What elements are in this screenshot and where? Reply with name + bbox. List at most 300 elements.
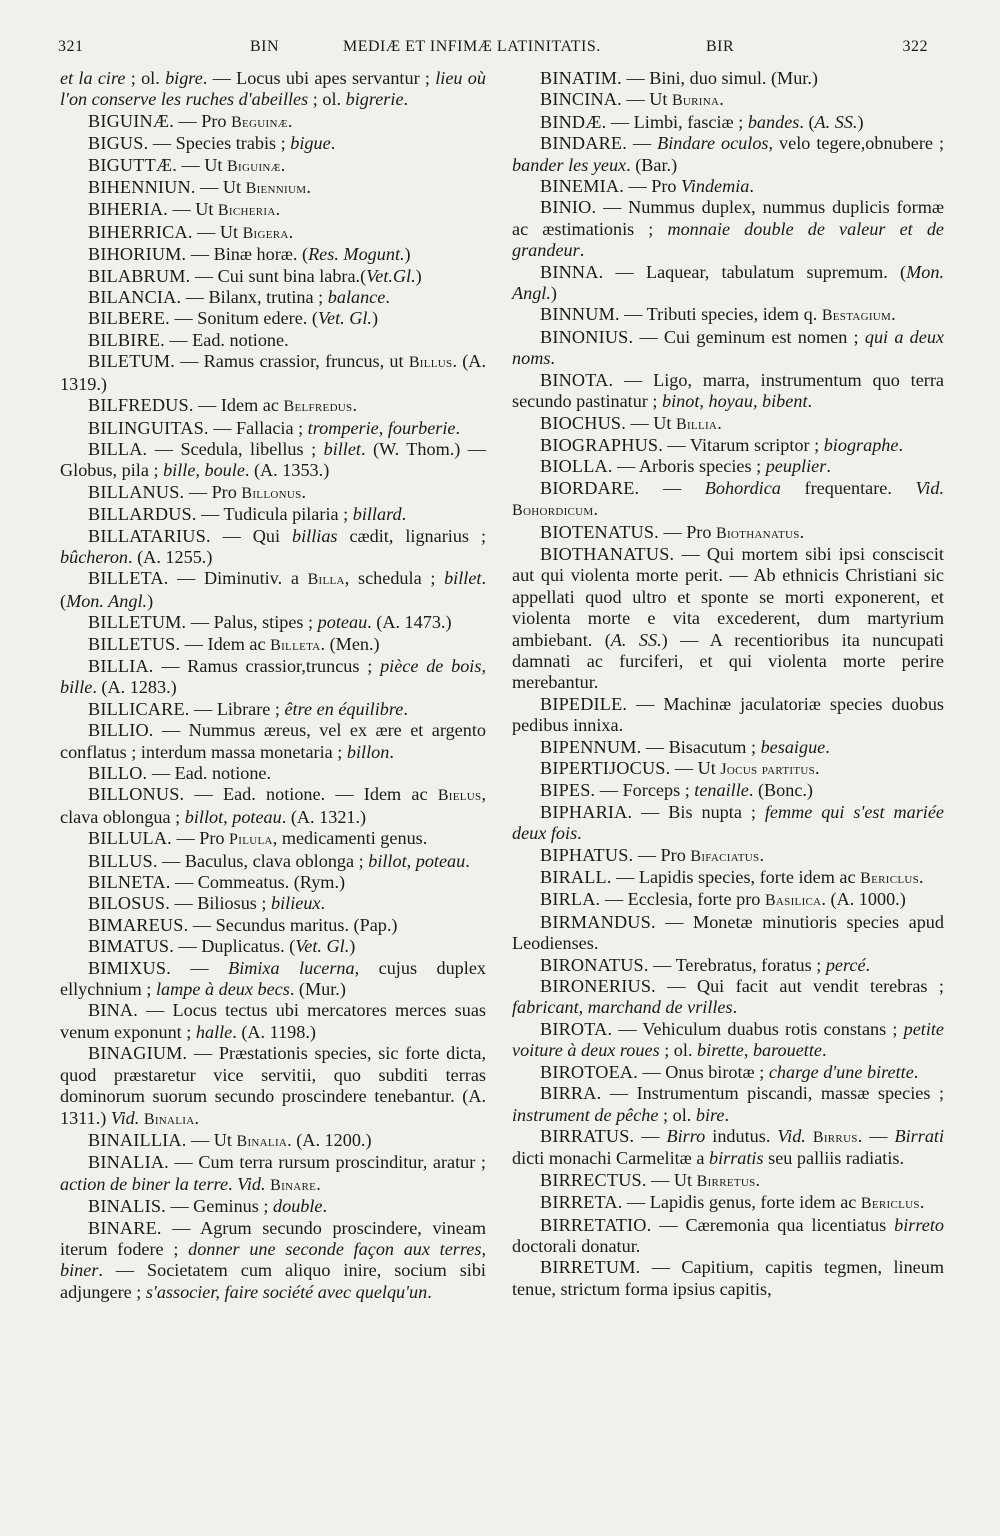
- dictionary-entry: [60, 1130, 486, 1152]
- entry-text: — Ligo, marra, instrumentum quo terra secundo pastinatur ;: [512, 369, 944, 412]
- entry-text: — Ead. notione.: [164, 329, 289, 350]
- french-gloss: Vindemia: [681, 176, 750, 197]
- entry-text: — Pro: [171, 828, 230, 849]
- dictionary-entry: [512, 176, 944, 197]
- entry-text: — Laquear, tabulatum supremum. (: [603, 261, 907, 282]
- french-gloss: bille, boule: [163, 460, 245, 481]
- entry-headword: BIOCHUS.: [540, 412, 626, 433]
- entry-text: .: [322, 1196, 328, 1217]
- entry-headword: BINOTA.: [540, 369, 614, 390]
- entry-text: — Bis nupta ;: [632, 801, 765, 822]
- entry-text: . — Locus ubi apes servantur ;: [202, 68, 436, 88]
- cross-reference: Biothanatus: [716, 524, 800, 542]
- entry-text: indutus.: [705, 1125, 778, 1146]
- dictionary-entry: [60, 504, 486, 525]
- entry-text: — Ut: [625, 412, 676, 433]
- entry-headword: BIPHARIA.: [540, 801, 633, 822]
- entry-text: —: [639, 477, 705, 498]
- dictionary-entry: [60, 1218, 486, 1304]
- dictionary-entry: [512, 1192, 944, 1214]
- french-gloss: A. SS.: [814, 111, 858, 132]
- french-gloss: qui a deux noms: [512, 326, 944, 369]
- entry-headword: BIOTHANATUS.: [540, 543, 675, 564]
- french-gloss: Bimixa lucerna: [228, 957, 355, 978]
- dictionary-entry: [60, 936, 486, 957]
- entry-text: — Diminutiv. a: [168, 568, 308, 589]
- entry-text: .: [891, 304, 896, 325]
- cross-reference: Birretus: [696, 1172, 756, 1190]
- dictionary-entry: [512, 304, 944, 326]
- cross-reference: Burina: [671, 92, 720, 110]
- entry-headword: BILABRUM.: [88, 265, 191, 286]
- dictionary-entry: [60, 351, 486, 395]
- page-title: MEDIÆ ET INFIMÆ LATINITATIS.: [343, 38, 601, 55]
- cross-reference: Jocus partitus: [720, 761, 816, 778]
- entry-text: .: [913, 1061, 919, 1082]
- cross-reference: Bohordicum: [512, 502, 594, 520]
- entry-text: .: [330, 133, 336, 154]
- cross-reference: Billia: [676, 415, 718, 433]
- cross-reference: Billus: [408, 354, 453, 372]
- entry-headword: BIMATUS.: [88, 936, 174, 957]
- entry-headword: BILLO.: [88, 763, 148, 783]
- french-gloss: double: [273, 1196, 323, 1217]
- entry-headword: BILBERE.: [88, 308, 170, 329]
- dictionary-entry: [512, 413, 944, 435]
- entry-text: — Palus, stipes ;: [186, 612, 318, 633]
- entry-headword: BIRONATUS.: [540, 954, 649, 975]
- entry-text: — Ecclesia, forte pro: [600, 889, 765, 910]
- cross-reference: Bifaciatus: [690, 847, 760, 865]
- entry-headword: BILANCIA.: [88, 287, 182, 308]
- dictionary-entry: [512, 1215, 944, 1258]
- entry-text: ): [404, 244, 411, 265]
- entry-headword: BIGUTTÆ.: [88, 154, 177, 175]
- entry-text: .: [320, 893, 326, 914]
- entry-text: — Ut: [195, 177, 246, 198]
- dictionary-entry: [512, 370, 944, 413]
- dictionary-entry: [60, 177, 486, 199]
- entry-text: — Terebratus, foratus ;: [648, 954, 826, 975]
- entry-text: .: [401, 504, 407, 525]
- entry-headword: BINALIA.: [88, 1152, 169, 1173]
- dictionary-entry: [60, 958, 486, 1001]
- entry-text: doctorali donatur.: [512, 1235, 641, 1256]
- french-gloss: bigue: [290, 133, 331, 154]
- entry-text: .: [593, 499, 599, 520]
- cross-reference: Bigera: [242, 224, 289, 242]
- dictionary-entry: [512, 89, 944, 111]
- entry-headword: BINA.: [88, 1000, 139, 1021]
- entry-text: . (A. 1283.): [92, 677, 177, 698]
- entry-text: ): [371, 308, 379, 329]
- dictionary-entry: [60, 482, 486, 504]
- entry-text: cædit, lignarius ;: [337, 525, 486, 546]
- french-gloss: Vet. Gl.: [317, 308, 372, 329]
- entry-text: . (Men.): [320, 633, 380, 654]
- dictionary-entry: [60, 784, 486, 828]
- entry-headword: BIPES.: [540, 780, 596, 801]
- entry-text: . (: [60, 568, 486, 611]
- entry-text: , cujus duplex ellychnium ;: [60, 957, 486, 1000]
- entry-text: .: [301, 481, 307, 502]
- french-gloss: peuplier: [765, 456, 827, 477]
- entry-headword: BIHERRICA.: [88, 221, 193, 242]
- dictionary-entry: [60, 155, 486, 177]
- dictionary-entry: [60, 851, 486, 872]
- entry-text: — Fallacia ;: [208, 417, 308, 438]
- entry-text: — Ramus crassior, fruncus, ut: [174, 351, 409, 372]
- french-gloss: s'associer, faire société avec quelqu'un: [145, 1281, 428, 1302]
- entry-text: — Lapidis species, forte idem ac: [611, 867, 861, 888]
- entry-text: , schedula ;: [344, 568, 445, 589]
- entry-headword: BIRRETUM.: [540, 1257, 641, 1278]
- entry-text: — Sonitum edere. (: [169, 308, 318, 329]
- cross-reference: Binalia: [236, 1132, 288, 1150]
- entry-text: .: [316, 1173, 321, 1194]
- catchword-left: BIN: [250, 38, 280, 55]
- entry-text: . — Societatem cum aliquo inire, socium sibi adjungere ;: [60, 1260, 486, 1302]
- dictionary-entry: [60, 634, 486, 656]
- entry-text: — Species trabis ;: [148, 133, 291, 154]
- entry-text: ): [415, 265, 422, 286]
- french-gloss: biographe: [823, 434, 899, 455]
- right-column: [512, 68, 944, 1300]
- entry-headword: BINARE.: [88, 1217, 162, 1238]
- entry-text: .: [550, 348, 555, 369]
- dictionary-entry: [512, 737, 944, 758]
- entry-text: .: [717, 412, 722, 433]
- entry-text: .: [724, 1104, 730, 1125]
- entry-headword: BINNA.: [540, 261, 604, 282]
- entry-headword: BINAILLIA.: [88, 1129, 187, 1150]
- entry-text: , clava oblongua ;: [60, 784, 486, 827]
- entry-headword: BILETUM.: [88, 351, 175, 372]
- french-gloss: bire: [695, 1104, 725, 1125]
- entry-headword: BINAGIUM.: [88, 1043, 188, 1064]
- dictionary-entry: [512, 912, 944, 955]
- dictionary-entry: [60, 872, 486, 893]
- cross-reference: Bicheria: [217, 202, 276, 220]
- french-gloss: bigrerie: [345, 89, 404, 110]
- entry-text: , velo tegere,obnubere ;: [768, 133, 944, 154]
- dictionary-entry: [512, 133, 944, 176]
- entry-text: .: [898, 434, 904, 455]
- entry-text: .: [759, 844, 764, 865]
- entry-text: . (Mur.): [289, 979, 346, 1000]
- dictionary-entry: [60, 222, 486, 244]
- dictionary-entry: [512, 544, 944, 694]
- entry-text: — Ut: [177, 154, 228, 175]
- entry-text: — Secundus maritus. (Pap.): [188, 914, 398, 935]
- entry-text: .: [865, 954, 871, 975]
- entry-text: — Geminus ;: [165, 1196, 273, 1217]
- entry-headword: BIOTENATUS.: [540, 521, 659, 542]
- french-gloss: Vid.: [915, 477, 944, 498]
- entry-text: — Ut: [646, 1169, 697, 1190]
- dictionary-entry: [60, 656, 486, 699]
- dictionary-entry: [60, 133, 486, 154]
- french-gloss: Vet.Gl.: [366, 265, 416, 286]
- entry-headword: BINONIUS.: [540, 326, 634, 347]
- entry-text: . (A. 1473.): [367, 612, 452, 633]
- entry-text: — Pro: [623, 176, 682, 197]
- entry-text: .: [579, 240, 585, 261]
- dictionary-entry: [512, 1126, 944, 1170]
- dictionary-entry: [60, 699, 486, 720]
- entry-text: . (A. 1000.): [821, 889, 906, 910]
- entry-text: [806, 1126, 813, 1146]
- french-gloss: lampe à deux becs: [155, 979, 290, 1000]
- entry-text: . (A. 1255.): [128, 546, 213, 567]
- entry-text: — Librare ;: [189, 698, 285, 719]
- dictionary-entry: [512, 435, 944, 456]
- entry-headword: BIOGRAPHUS.: [540, 434, 663, 455]
- entry-text: frequentare.: [780, 477, 916, 498]
- french-gloss: billot, poteau: [368, 850, 466, 871]
- entry-headword: BIPHATUS.: [540, 844, 634, 865]
- entry-text: — Bilanx, trutina ;: [181, 287, 328, 308]
- entry-headword: BILLANUS.: [88, 481, 185, 502]
- french-gloss: birette, barouette: [697, 1040, 822, 1061]
- french-gloss: donner une seconde façon aux terres, biner: [60, 1238, 486, 1281]
- dictionary-entry: [60, 763, 486, 784]
- entry-text: — Ut: [621, 89, 672, 110]
- dictionary-entry: [512, 758, 944, 780]
- entry-text: —: [626, 133, 658, 154]
- entry-text: .: [919, 867, 924, 888]
- french-gloss: Vid.: [237, 1173, 266, 1194]
- dictionary-entry: [512, 197, 944, 261]
- entry-text: — Pro: [184, 481, 242, 502]
- french-gloss: tromperie, fourberie: [307, 417, 456, 438]
- dictionary-entry: [60, 1043, 486, 1130]
- cross-reference: Bielus: [437, 787, 482, 805]
- entry-text: — Bini, duo simul. (Mur.): [621, 68, 818, 88]
- dictionary-entry: [60, 1000, 486, 1043]
- entry-text: . (Bar.): [626, 154, 678, 175]
- entry-headword: BIRMANDUS.: [540, 911, 656, 932]
- dictionary-entry: [512, 694, 944, 737]
- entry-text: , medicamenti genus.: [272, 828, 428, 849]
- cross-reference: Bericlus: [860, 1195, 920, 1213]
- entry-headword: BINDÆ.: [540, 111, 607, 132]
- entry-text: — Idem ac: [180, 633, 271, 654]
- dictionary-entry: [60, 915, 486, 936]
- entry-text: — Monetæ minutioris species apud Leodienses.: [512, 911, 944, 954]
- cross-reference: Birrus: [812, 1128, 858, 1146]
- entry-headword: BIROTA.: [540, 1018, 613, 1039]
- entry-text: — Vehiculum duabus rotis constans ;: [612, 1018, 904, 1039]
- cross-reference: Belfredus: [283, 398, 353, 416]
- entry-text: .: [403, 698, 408, 719]
- french-gloss: Bindare oculos: [657, 133, 769, 154]
- dictionary-entry: [512, 478, 944, 522]
- entry-text: — Tudicula pilaria ;: [196, 504, 353, 525]
- dictionary-entry: [512, 262, 944, 305]
- entry-headword: BINIO.: [540, 197, 597, 218]
- dictionary-entry: [60, 612, 486, 633]
- french-gloss: pièce de bois, bille: [60, 655, 486, 698]
- french-gloss: billot, poteau: [184, 806, 282, 827]
- entry-text: .: [288, 221, 294, 242]
- dictionary-entry: [60, 526, 486, 569]
- entry-text: .: [306, 177, 311, 198]
- entry-headword: BINNUM.: [540, 304, 620, 325]
- cross-reference: Pilula: [229, 831, 273, 849]
- entry-text: ): [550, 283, 557, 304]
- entry-text: . (W. Thom.) — Globus, pila ;: [60, 438, 486, 481]
- entry-text: .: [825, 736, 830, 757]
- entry-text: — Nummus æreus, vel ex ære et argento conflatus ; interdum massa monetaria ;: [60, 720, 486, 762]
- french-gloss: balance: [327, 287, 386, 308]
- entry-text: .: [577, 823, 582, 844]
- dictionary-entry: [60, 308, 486, 329]
- entry-text: — Scedula, libellus ;: [147, 438, 324, 459]
- dictionary-entry: [60, 266, 486, 287]
- french-gloss: fabricant, marchand de vrilles: [512, 997, 733, 1018]
- dictionary-entry: [60, 111, 486, 133]
- entry-text: .: [821, 1040, 827, 1061]
- entry-text: .: [385, 287, 390, 308]
- entry-text: — Commeatus. (Rym.): [170, 872, 346, 893]
- entry-text: .: [352, 395, 358, 416]
- dictionary-entry: [512, 68, 944, 89]
- entry-text: —: [634, 1125, 667, 1146]
- entry-headword: BILLA.: [88, 438, 148, 459]
- entry-headword: BILFREDUS.: [88, 395, 194, 416]
- entry-text: — Agrum secundo proscindere, vineam iterum fodere ;: [60, 1217, 486, 1259]
- entry-text: — Ead. notione.: [147, 763, 272, 783]
- entry-text: .: [919, 1192, 925, 1213]
- entry-text: — Ut: [192, 221, 243, 242]
- entry-headword: BIRONERIUS.: [540, 976, 656, 997]
- entry-headword: BIMIXUS.: [88, 957, 171, 978]
- dictionary-entry: [512, 1083, 944, 1126]
- entry-text: — Duplicatus. (: [173, 936, 296, 957]
- entry-headword: BIRRETA.: [540, 1192, 623, 1213]
- french-gloss: charge d'une birette: [768, 1061, 914, 1082]
- entry-text: ) — A recentioribus ita nuncupati damnati ac furciferi, et qui violenta morte perire merebantur.: [512, 629, 944, 693]
- entry-headword: BINDARE.: [540, 133, 627, 154]
- entry-text: ): [349, 936, 356, 957]
- dictionary-entry: [60, 1152, 486, 1196]
- entry-text: .: [732, 997, 738, 1018]
- entry-text: — Cæremonia qua licentiatus: [651, 1214, 895, 1235]
- french-gloss: binot, hoyau, bibent: [662, 391, 808, 412]
- entry-text: dicti monachi Carmelitæ a: [512, 1148, 709, 1169]
- dictionary-entry: [60, 828, 486, 850]
- french-gloss: tenaille: [694, 780, 749, 801]
- cross-reference: Billeta: [270, 636, 321, 654]
- entry-headword: BILLONUS.: [88, 784, 185, 805]
- dictionary-entry: [512, 955, 944, 976]
- entry-text: .: [719, 89, 724, 110]
- french-gloss: Birrati: [894, 1125, 945, 1146]
- entry-text: ): [857, 111, 864, 132]
- entry-text: — Qui: [210, 525, 293, 546]
- dictionary-entry: [512, 889, 944, 911]
- entry-text: .: [755, 1169, 761, 1190]
- entry-headword: BIHORIUM.: [88, 244, 187, 265]
- entry-headword: BIRLA.: [540, 889, 601, 910]
- french-gloss: bigre: [165, 68, 203, 88]
- french-gloss: poteau: [317, 612, 368, 633]
- french-gloss: lieu où l'on conserve les ruches d'abeilles: [60, 68, 486, 110]
- french-gloss: femme qui s'est mariée deux fois: [512, 801, 944, 844]
- french-gloss: billon: [346, 741, 390, 762]
- dictionary-entry: [60, 330, 486, 351]
- entry-text: — Capitium, capitis tegmen, lineum tenue, strictum forma ipsius capitis,: [512, 1257, 944, 1299]
- entry-text: .: [194, 1107, 200, 1128]
- french-gloss: birratis: [708, 1148, 764, 1169]
- entry-text: — Ead. notione. — Idem ac: [184, 784, 438, 805]
- dictionary-entry: [512, 802, 944, 845]
- entry-text: seu palliis radiatis.: [763, 1148, 904, 1169]
- entry-headword: BINEMIA.: [540, 176, 624, 197]
- french-gloss: billias: [292, 525, 338, 546]
- dictionary-entry: [60, 439, 486, 482]
- dictionary-entry: [512, 327, 944, 370]
- entry-text: — Lapidis genus, forte idem ac: [622, 1192, 861, 1213]
- french-gloss: petite voiture à deux roues: [512, 1018, 944, 1061]
- dictionary-entry: [512, 522, 944, 544]
- entry-text: ; ol.: [125, 68, 166, 88]
- entry-text: .: [427, 1281, 432, 1302]
- french-gloss: A. SS.: [610, 629, 662, 650]
- entry-text: .: [389, 741, 394, 762]
- french-gloss: Mon. Angl.: [66, 590, 148, 611]
- cross-reference: Beguinæ: [231, 113, 288, 131]
- dictionary-entry: [60, 893, 486, 914]
- entry-text: — Qui facit aut vendit terebras ;: [655, 976, 944, 997]
- entry-headword: BILLETUS.: [88, 633, 181, 654]
- french-gloss: Vid.: [777, 1125, 806, 1146]
- entry-text: — Nummus duplex, nummus duplicis formæ ac æstimationis ;: [512, 197, 944, 239]
- dictionary-entry: [512, 1170, 944, 1192]
- french-gloss: instrument de pêche: [512, 1104, 659, 1125]
- dictionary-entry: [60, 68, 486, 111]
- dictionary-entry: [60, 244, 486, 265]
- entry-headword: BILLUS.: [88, 850, 158, 871]
- cross-reference: Bestagium: [821, 307, 892, 325]
- cross-reference: Bericlus: [860, 870, 920, 888]
- entry-headword: BIPERTIJOCUS.: [540, 758, 671, 778]
- dictionary-entry: [512, 845, 944, 867]
- entry-text: .: [815, 758, 820, 778]
- left-column: [60, 68, 486, 1303]
- cross-reference: Biguinæ: [227, 157, 281, 175]
- entry-text: — Baculus, clava oblonga ;: [157, 850, 369, 871]
- entry-text: — Instrumentum piscandi, massæ species ;: [601, 1083, 944, 1104]
- entry-headword: BILLULA.: [88, 828, 172, 849]
- entry-text: — Cui geminum est nomen ;: [633, 326, 865, 347]
- entry-text: . (A. 1200.): [287, 1129, 372, 1150]
- entry-headword: BINCINA.: [540, 89, 622, 110]
- cross-reference: Basilica: [764, 892, 822, 910]
- entry-text: .: [228, 1173, 238, 1194]
- entry-headword: BINATIM.: [540, 68, 622, 88]
- entry-headword: BIROTOEA.: [540, 1061, 638, 1082]
- french-gloss: monnaie double de valeur et de grandeur: [512, 218, 944, 261]
- entry-text: . (A. 1319.): [60, 351, 486, 394]
- entry-text: — Ut: [186, 1129, 237, 1150]
- entry-text: .: [465, 850, 470, 871]
- entry-text: —: [170, 957, 229, 978]
- entry-headword: BIRRETATIO.: [540, 1214, 652, 1235]
- entry-text: — Ut: [167, 199, 218, 220]
- entry-headword: BILBIRE.: [88, 329, 165, 350]
